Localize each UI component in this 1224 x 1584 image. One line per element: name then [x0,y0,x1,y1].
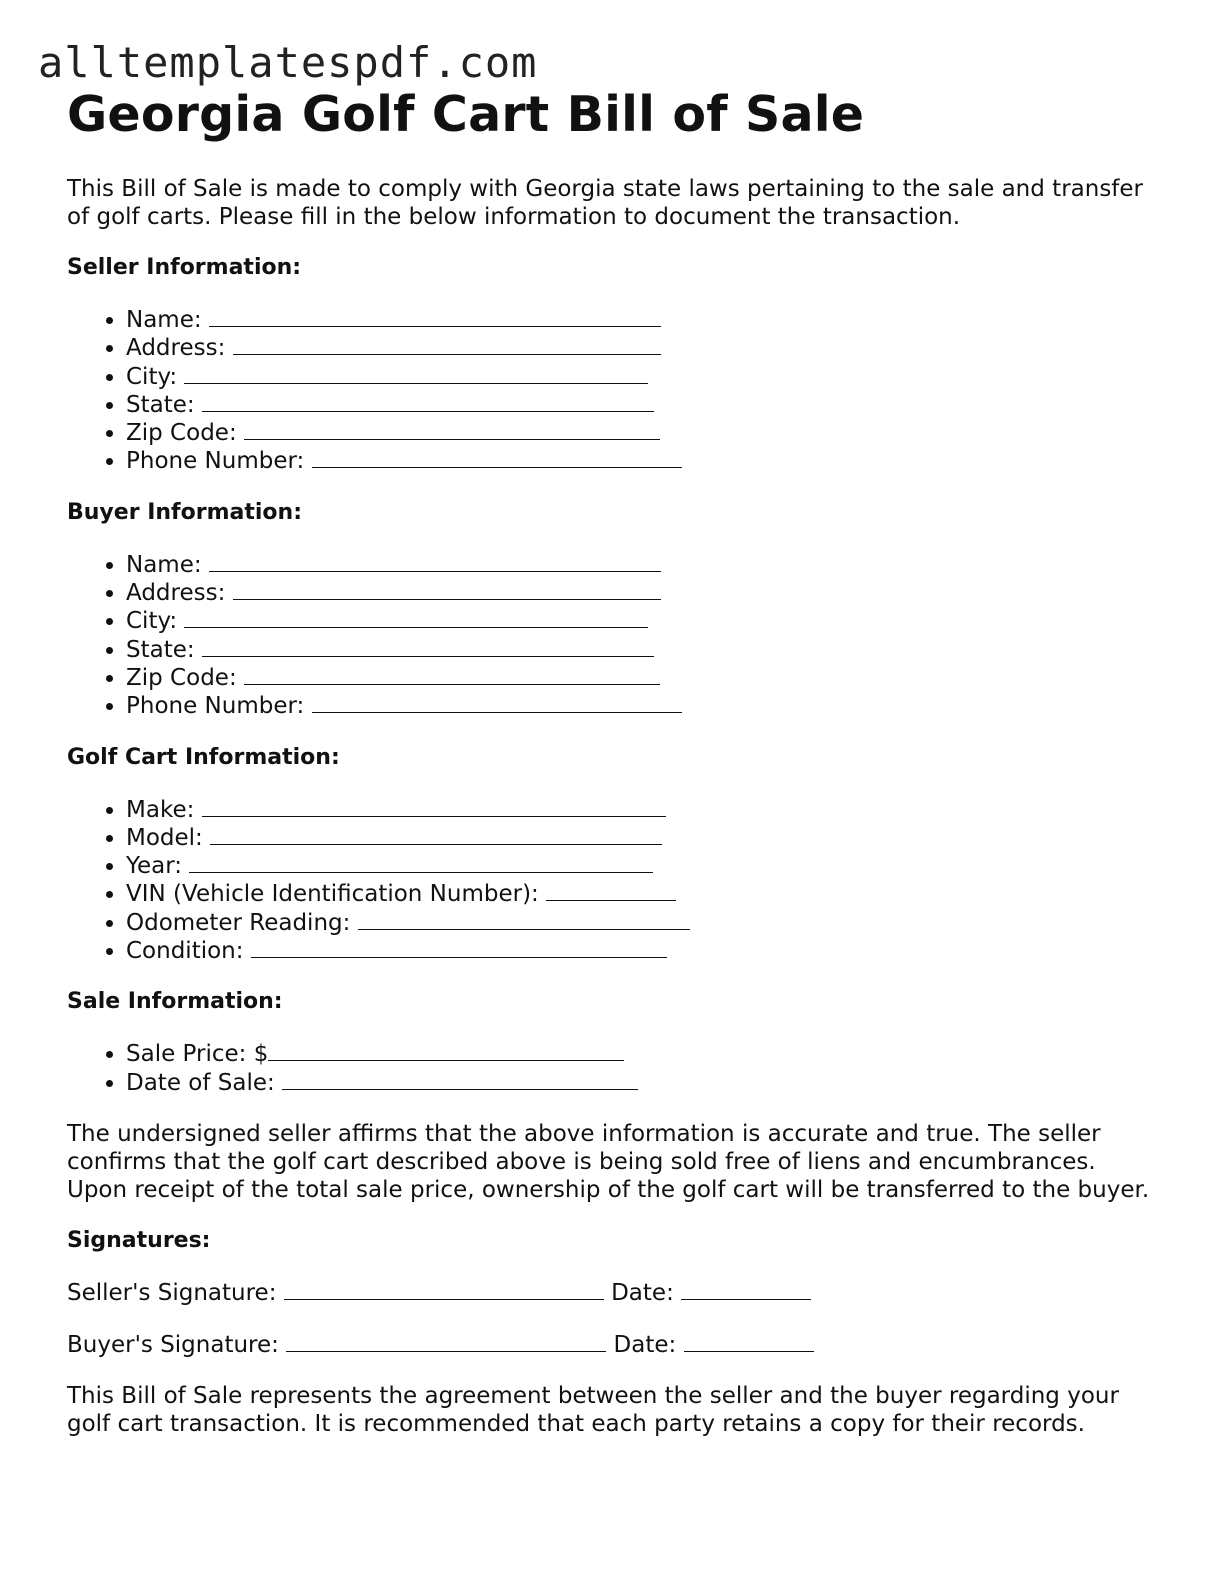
field-label: Name: [126,551,202,578]
cart-heading: Golf Cart Information: [67,744,340,770]
field-label: City: [126,363,178,390]
buyer-name-field[interactable] [209,551,661,572]
field-label: Address: [126,580,226,607]
field-label: Date of Sale: [126,1069,275,1096]
seller-state-field[interactable] [202,391,654,412]
field-label: Zip Code: [126,664,237,691]
seller-phone-field[interactable] [312,447,682,468]
cart-make-item [126,796,1157,824]
sale-date-field[interactable] [282,1069,638,1090]
seller-city-field[interactable] [184,363,648,384]
field-label: Name: [126,307,202,333]
buyer-signature-row [67,1331,1157,1359]
cart-vin-item [126,880,1157,908]
buyer-address-field[interactable] [233,579,661,600]
field-label: Model: [126,824,203,851]
field-label: Zip Code: [126,420,237,447]
cart-vin-field[interactable] [546,880,676,901]
seller-address-field[interactable] [233,334,661,355]
sale-fields [67,1040,1157,1097]
seller-address-item [126,334,1157,362]
cart-model-field[interactable] [210,824,662,845]
field-label: Phone Number: [126,448,305,475]
cart-fields [67,796,1157,966]
field-label: State: [126,636,195,663]
field-label: Phone Number: [126,693,305,720]
buyer-fields [67,551,1157,721]
seller-heading: Seller Information: [67,255,302,280]
field-label: State: [126,391,195,418]
field-label: City: [126,608,178,635]
seller-zip-item [126,419,1157,447]
buyer-phone-item [126,692,1157,720]
buyer-signature-label: Buyer's Signature: [67,1331,279,1358]
buyer-address-item [126,579,1157,607]
cart-make-field[interactable] [202,796,666,817]
seller-state-item [126,391,1157,419]
field-label: Year: [126,853,183,880]
field-label: Odometer Reading: [126,909,351,936]
buyer-state-item [126,636,1157,664]
signatures-heading: Signatures: [67,1227,211,1253]
intro-paragraph: This Bill of Sale is made to comply with Georgia state laws pertaining to the sale and transfer of golf carts. Please fill in the below information to document the transaction. [67,176,1144,230]
cart-condition-field[interactable] [251,937,667,958]
seller-name-item [126,306,1157,334]
seller-signature-row [67,1279,1157,1307]
buyer-state-field[interactable] [202,636,654,657]
cart-year-item [126,852,1157,880]
seller-zip-field[interactable] [244,419,660,440]
buyer-date-field[interactable] [684,1331,814,1352]
seller-signature-label: Seller's Signature: [67,1279,277,1306]
cart-year-field[interactable] [189,852,653,873]
buyer-date-label: Date: [613,1331,677,1358]
seller-name-field[interactable] [209,306,661,327]
field-label: VIN (Vehicle Identification Number): [126,881,539,908]
buyer-city-field[interactable] [184,607,648,628]
closing-paragraph: This Bill of Sale represents the agreement between the seller and the buyer regarding your golf cart transaction. It is recommended that each party retains a copy for their records. [67,1382,1119,1437]
cart-odometer-item [126,909,1157,937]
buyer-signature-field[interactable] [286,1331,606,1352]
sale-heading: Sale Information: [67,989,283,1015]
sale-price-item [126,1040,1157,1068]
page-title: Georgia Golf Cart Bill of Sale [67,86,865,143]
buyer-zip-field[interactable] [244,664,660,685]
sale-price-field[interactable] [268,1040,624,1061]
seller-phone-item [126,447,1157,475]
field-label: Sale Price: $ [126,1041,269,1068]
buyer-city-item [126,607,1157,635]
sale-date-item [126,1069,1157,1097]
cart-model-item [126,824,1157,852]
watermark: alltemplatespdf.com [38,38,538,87]
seller-city-item [126,363,1157,391]
buyer-phone-field[interactable] [312,692,682,713]
field-label: Address: [126,335,226,362]
field-label: Make: [126,796,195,823]
buyer-zip-item [126,664,1157,692]
buyer-name-item [126,551,1157,579]
affirmation-paragraph: The undersigned seller affirms that the above information is accurate and true. The seller confirms that the golf cart described above is being sold free of liens and encumbrances. Upon receipt of the total sale price, ownership of the golf cart will be transferred to the buyer. [67,1120,1150,1203]
seller-signature-field[interactable] [284,1279,604,1300]
seller-date-label: Date: [611,1279,674,1306]
cart-condition-item [126,937,1157,965]
buyer-heading: Buyer Information: [67,499,302,525]
field-label: Condition: [126,938,244,965]
document [67,86,1157,1438]
seller-date-field[interactable] [681,1279,811,1300]
cart-odometer-field[interactable] [358,909,690,930]
seller-fields [67,306,1157,476]
